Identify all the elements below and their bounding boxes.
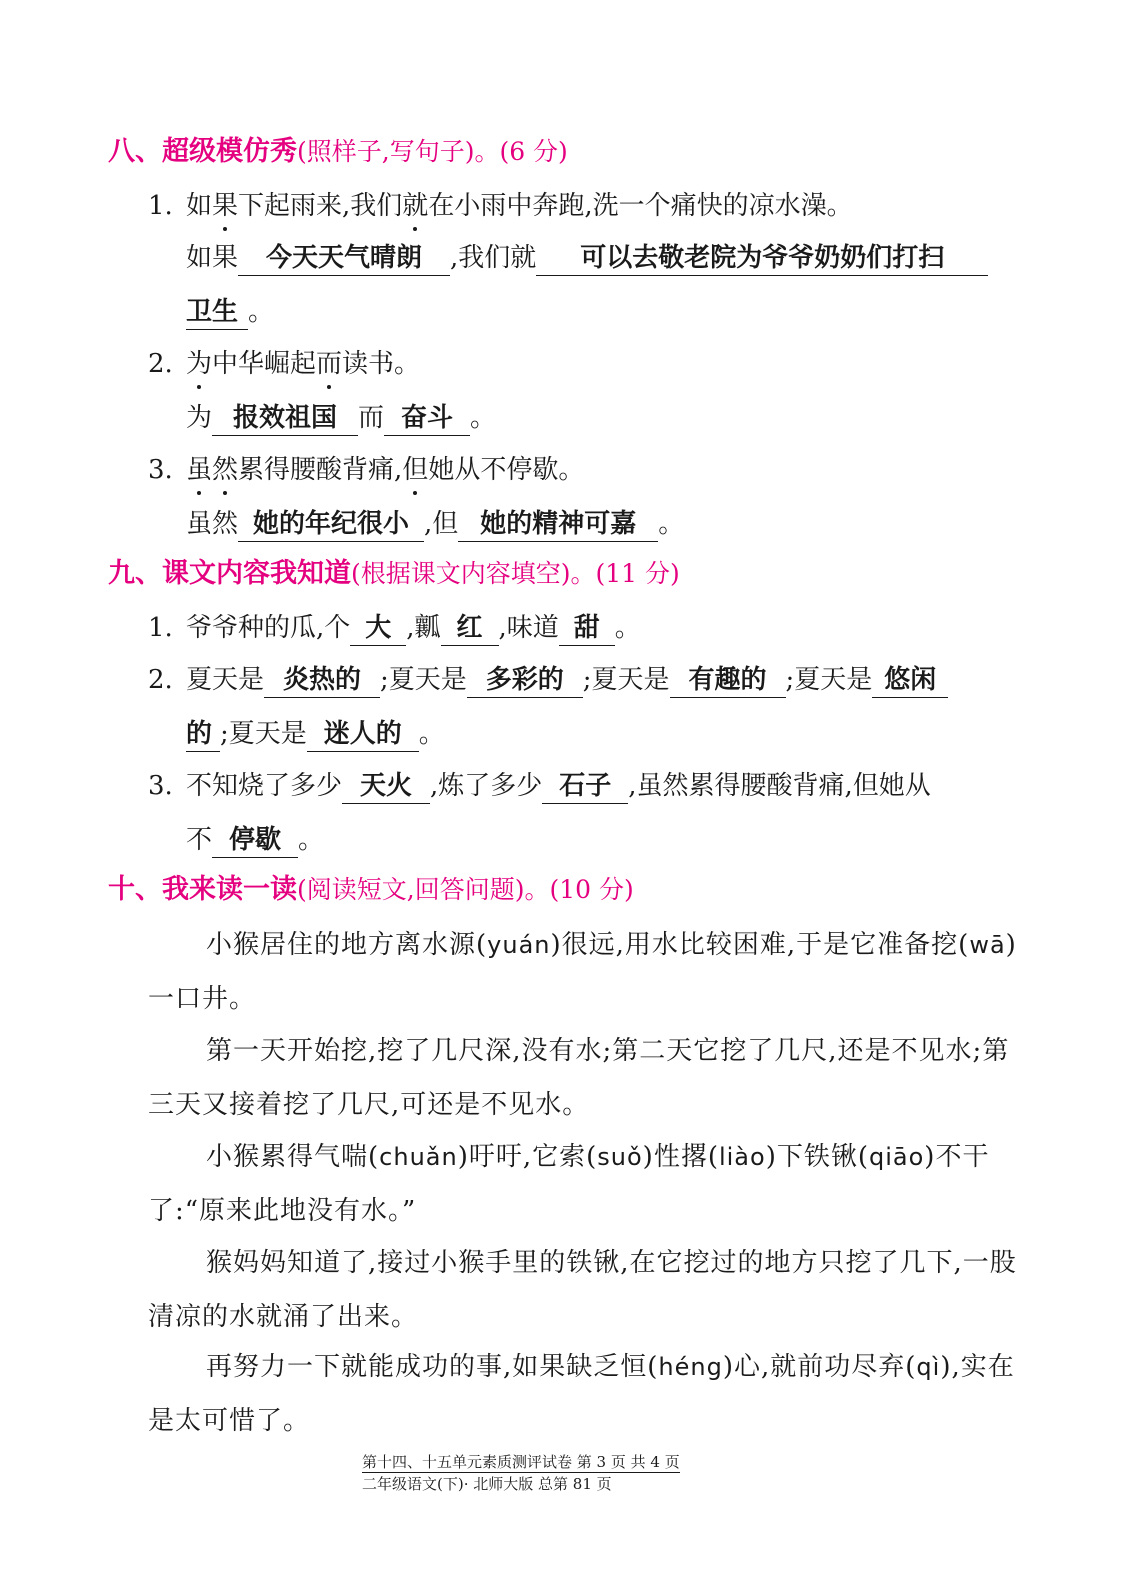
s9-q2: 2. 夏天是 炎热的 ;夏天是 多彩的 ;夏天是 有趣的 ;夏天是 悠闲 [148, 660, 948, 700]
s9-q3-cont: 不 停歇 。 [186, 820, 324, 860]
reading-paragraph-3: 小猴累得气喘(chuǎn)吁吁,它索(suǒ)性撂(liào)下铁锹(qiāo)不干了:“原来此地没有水。” [148, 1142, 990, 1226]
section-10-title: 十、我来读一读(阅读短文,回答问题)。(10 分) [108, 874, 634, 905]
answer-blank: 卫生 [186, 295, 248, 330]
answer-blank: 大 [350, 611, 406, 646]
section-8-title: 八、超级模仿秀(照样子,写句子)。(6 分) [108, 136, 568, 167]
answer-blank: 多彩的 [467, 663, 583, 698]
answer-blank: 可以去敬老院为爷爷奶奶们打扫 [536, 241, 988, 276]
reading-paragraph-1: 小猴居住的地方离水源(yuán)很远,用水比较困难,于是它准备挖(wā)一口井。 [148, 930, 1017, 1014]
answer-blank: 有趣的 [670, 663, 786, 698]
answer-blank: 她的年纪很小 [238, 507, 424, 542]
s8-q2-example: 2. 为中华崛起而读书。 [148, 344, 420, 384]
answer-blank: 迷人的 [307, 717, 419, 752]
section-9-title: 九、课文内容我知道(根据课文内容填空)。(11 分) [108, 558, 680, 589]
reading-paragraph-4: 猴妈妈知道了,接过小猴手里的铁锹,在它挖过的地方只挖了几下,一股清凉的水就涌了出来。 [148, 1248, 1017, 1332]
s8-q2-answer: 为 报效祖国 而 奋斗 。 [186, 398, 496, 438]
s8-q3-answer: 虽然 她的年纪很小 ,但 她的精神可嘉 。 [186, 504, 684, 544]
answer-blank: 报效祖国 [212, 401, 358, 436]
answer-blank: 天火 [342, 769, 430, 804]
answer-blank: 炎热的 [264, 663, 380, 698]
s8-q1-example: 1. 如果下起雨来,我们就在小雨中奔跑,洗一个痛快的凉水澡。 [148, 186, 853, 226]
answer-blank: 的 [186, 717, 220, 752]
answer-blank: 红 [441, 611, 499, 646]
s9-q1: 1. 爷爷种的瓜,个 大 ,瓤 红 ,味道 甜 。 [148, 608, 641, 648]
answer-blank: 悠闲 [872, 663, 948, 698]
reading-paragraph-5: 再努力一下就能成功的事,如果缺乏恒(héng)心,就前功尽弃(qì),实在是太可惜了。 [148, 1352, 1015, 1436]
s8-q1-answer: 如果 今天天气晴朗 ,我们就 可以去敬老院为爷爷奶奶们打扫 [186, 238, 988, 278]
answer-blank: 她的精神可嘉 [458, 507, 658, 542]
footer-page-info: 第十四、十五单元素质测评试卷 第 3 页 共 4 页 [362, 1453, 680, 1471]
answer-blank: 今天天气晴朗 [238, 241, 450, 276]
answer-blank: 停歇 [212, 823, 298, 858]
answer-blank: 甜 [559, 611, 615, 646]
s8-q1-answer-cont: 卫生 。 [186, 292, 274, 332]
reading-paragraph-2: 第一天开始挖,挖了几尺深,没有水;第二天它挖了几尺,还是不见水;第三天又接着挖了几尺,可还是不见水。 [148, 1036, 1010, 1120]
s9-q2-cont: 的 ;夏天是 迷人的 。 [186, 714, 445, 754]
answer-blank: 石子 [542, 769, 628, 804]
s9-q3: 3. 不知烧了多少 天火 ,炼了多少 石子 ,虽然累得腰酸背痛,但她从 [148, 766, 931, 806]
s8-q3-example: 3. 虽然累得腰酸背痛,但她从不停歇。 [148, 450, 584, 490]
answer-blank: 奋斗 [384, 401, 470, 436]
footer-book-info: 二年级语文(下)· 北师大版 总第 81 页 [362, 1475, 612, 1493]
